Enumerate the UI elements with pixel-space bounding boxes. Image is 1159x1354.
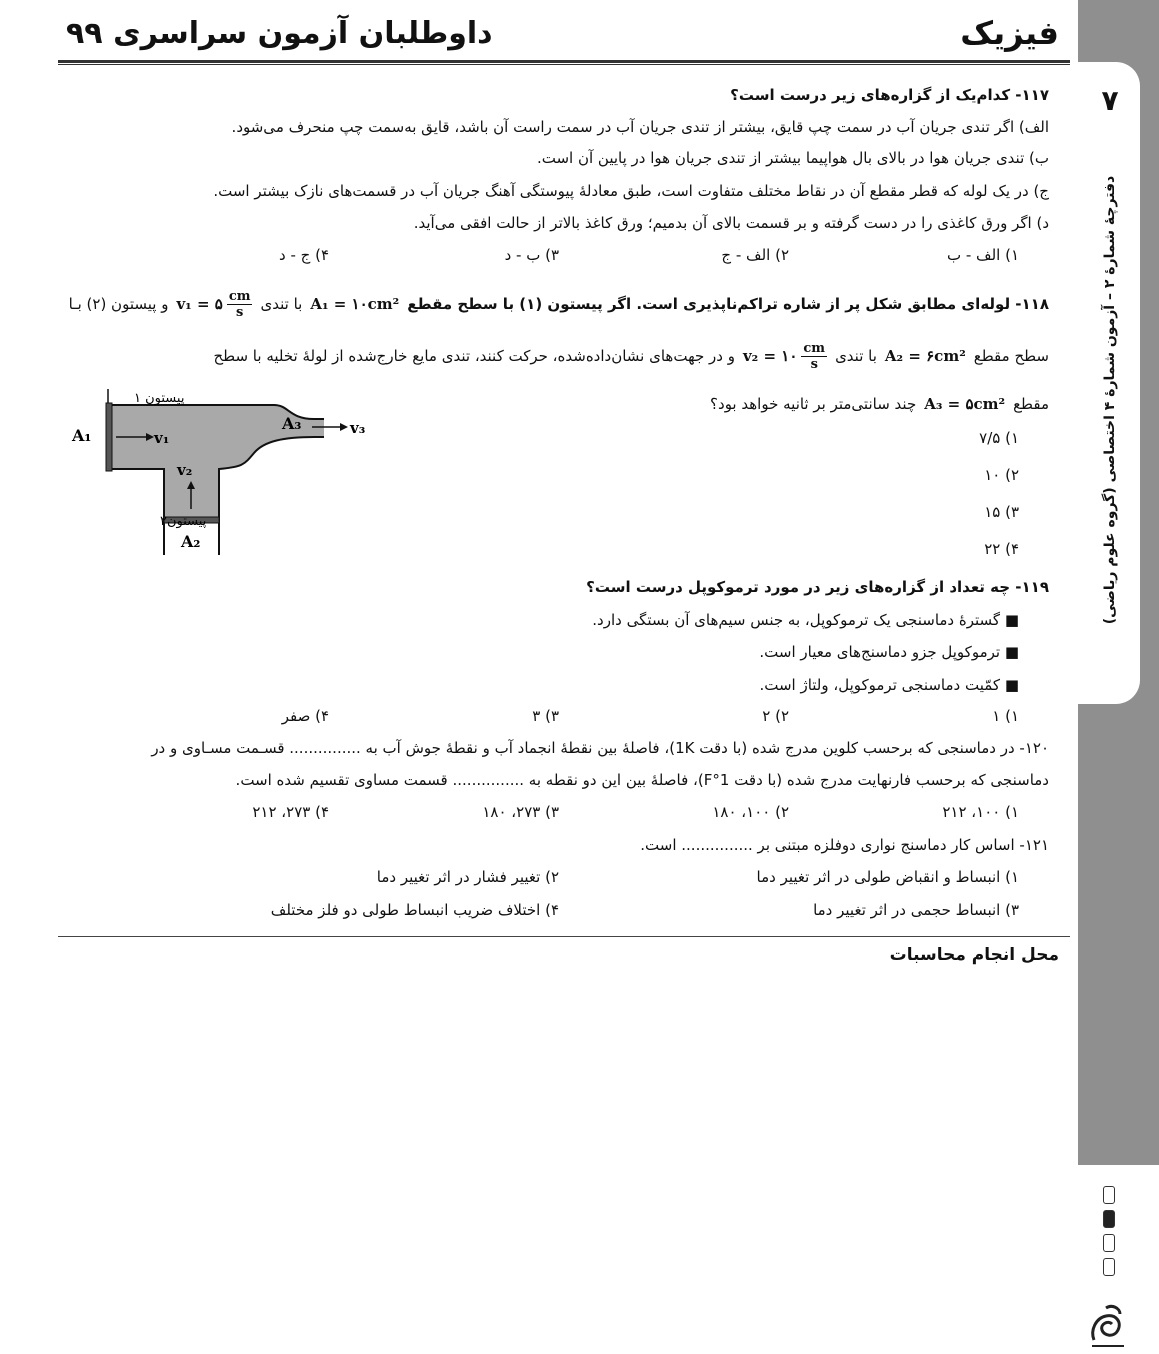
q117-stem: ۱۱۷- کدام‌یک از گزاره‌های زیر درست است؟ [730, 86, 1049, 104]
q118-option-1: ۱) ۷/۵ [979, 429, 1019, 447]
fig-label-A1: A₁ [72, 426, 92, 445]
q118-line-2 [213, 334, 1049, 378]
q118-v1-unit-den: s [235, 304, 244, 320]
fig-label-v2: v₂ [177, 461, 193, 479]
q119-option-1: ۱) ۱ [992, 707, 1019, 725]
q118-formula-A1: A₁ = ۱۰cm² [310, 295, 400, 313]
q118-v2-unit [801, 341, 827, 372]
q118-line-3 [710, 392, 1049, 416]
q118-option-4: ۴) ۲۲ [984, 540, 1019, 558]
q118-option-2: ۲) ۱۰ [984, 466, 1019, 484]
q118-formula-A3: A₃ = ۵cm² [924, 395, 1006, 413]
piston-1-plate [106, 403, 112, 471]
q121-option-3: ۳) انبساط حجمی در اثر تغییر دما [813, 901, 1019, 919]
page-indicator-box [1103, 1234, 1115, 1252]
q120-option-2: ۲) ۱۰۰، ۱۸۰ [712, 803, 789, 821]
fig-label-piston2: پیستون۲ [160, 514, 207, 529]
q119-statement-1: ■ گسترهٔ دماسنجی یک ترموکوپل، به جنس سیم‌های آن بستگی دارد. [592, 611, 1019, 629]
q118-v1-value: v₁ = ۵ [176, 295, 223, 313]
q117-option-3: ۳) ب - د [504, 246, 559, 264]
header-title: داوطلبان آزمون سراسری ۹۹ [66, 16, 493, 51]
q120-option-3: ۳) ۲۷۳، ۱۸۰ [482, 803, 559, 821]
q121-option-1: ۱) انبساط و انقباض طولی در اثر تغییر دما [756, 868, 1019, 886]
q119-statement-2: ■ ترموکوپل جزو دماسنج‌های معیار است. [759, 643, 1019, 661]
q118-line1-text-c: و پیستون (۲) بـا [68, 295, 169, 313]
q118-v2-value: v₂ = ۱۰ [742, 347, 798, 365]
q120-line-1: ۱۲۰- در دماسنجی که برحسب کلوین مدرج شده (با دقت 1K)، فاصلهٔ بین نقطهٔ انجماد آب و نقطهٔ جوش آب به ............... قسـمت مسـاوی و در [151, 739, 1049, 757]
arrow-v3-head [340, 423, 348, 431]
q117-statement-b: ب) تندی جریان هوا در بالای بال هواپیما بیشتر از تندی جریان هوا در پایین آن است. [536, 149, 1049, 167]
q121-stem: ۱۲۱- اساس کار دماسنج نواری دوفلزه مبتنی بر ............... است. [640, 836, 1049, 854]
q121-option-4: ۴) اختلاف ضریب انبساط طولی دو فلز مختلف [270, 901, 559, 919]
fig-label-piston1: پیستون ۱ [134, 391, 185, 406]
calc-area-title: محل انجام محاسبات [889, 945, 1059, 965]
page-indicator-box [1103, 1258, 1115, 1276]
booklet-label [1098, 170, 1122, 630]
q117-statement-d: د) اگر ورق کاغذی را در دست گرفته و بر قسمت بالای آن بدمیم؛ ورق کاغذ بالاتر از حالت افقی می‌آید. [413, 214, 1049, 232]
q118-line3-text-b: چند سانتی‌متر بر ثانیه خواهد بود؟ [710, 395, 917, 413]
q118-line1-text-a: ۱۱۸- لوله‌ای مطابق شکل پر از شاره تراکم‌ناپذیری است. اگر پیستون (۱) با سطح مقطع [407, 295, 1049, 313]
q118-line3-text-a: مقطع [1013, 395, 1049, 413]
q120-option-4: ۴) ۲۷۳، ۲۱۲ [252, 803, 329, 821]
fig-label-A2: A₂ [181, 532, 201, 551]
page-indicator-box [1103, 1186, 1115, 1204]
q118-v2-unit-num: cm [803, 340, 826, 356]
fig-label-v3: v₃ [350, 419, 366, 437]
q120-line-2: دماسنجی که برحسب فارنهایت مدرج شده (با دقت 1°F)، فاصلهٔ بین این دو نقطه به ............... قسمت مساوی تقسیم شده است. [235, 771, 1049, 789]
q117-statement-c: ج) در یک لوله که قطر مقطع آن در نقاط مختلف متفاوت است، طبق معادلهٔ پیوستگی آهنگ جریان آب در قسمت‌های نازک بیشتر است. [213, 182, 1049, 200]
q117-option-1: ۱) الف - ب [946, 246, 1019, 264]
q118-v1-unit [227, 289, 253, 320]
header-rule-thin [58, 64, 1070, 65]
page-number: ۷ [1101, 84, 1119, 117]
q117-statement-a: الف) اگر تندی جریان آب در سمت چپ قایق، بیشتر از تندی جریان آب در سمت راست آن باشد، قایق به‌سمت چپ منحرف می‌شود. [231, 118, 1049, 136]
q118-line2-text-a: سطح مقطع [973, 347, 1049, 365]
q119-statement-3: ■ کمّیت دماسنجی ترموکوپل، ولتاژ است. [759, 676, 1019, 694]
q119-option-2: ۲) ۲ [762, 707, 789, 725]
q118-line-1 [69, 282, 1049, 326]
q118-formula-A2: A₂ = ۶cm² [884, 347, 966, 365]
header-rule [58, 60, 1070, 63]
q118-pipe-figure [64, 385, 384, 560]
q121-option-2: ۲) تغییر فشار در اثر تغییر دما [376, 868, 559, 886]
pipe-wall-left-bottom [108, 469, 164, 555]
q117-option-2: ۲) الف - ج [721, 246, 789, 264]
fig-label-v1: v₁ [154, 429, 170, 447]
q118-line1-text-b: با تندی [260, 295, 303, 313]
q118-v1-unit-num: cm [228, 288, 251, 304]
header-subject: فیزیک [960, 14, 1059, 52]
q117-option-4: ۴) ج - د [279, 246, 329, 264]
q118-v2-unit-den: s [810, 356, 818, 372]
q118-formula-v2 [743, 341, 827, 372]
page-indicator-box-active [1103, 1210, 1115, 1228]
fig-label-A3: A₃ [282, 414, 302, 433]
q119-stem: ۱۱۹- چه تعداد از گزاره‌های زیر در مورد ترموکوپل درست است؟ [586, 578, 1049, 596]
q118-option-3: ۳) ۱۵ [984, 503, 1019, 521]
q120-option-1: ۱) ۱۰۰، ۲۱۲ [942, 803, 1019, 821]
q119-option-3: ۳) ۳ [532, 707, 559, 725]
q118-line2-text-b: با تندی [835, 347, 877, 365]
publisher-logo-icon [1086, 1300, 1130, 1350]
q118-line2-text-c: و در جهت‌های نشان‌داده‌شده، حرکت کنند، تندی مایع خارج‌شده از لولهٔ تخلیه با سطح [213, 347, 735, 365]
q118-formula-v1 [176, 289, 252, 320]
booklet-label-text: دفترچهٔ شمارهٔ ۲ – آزمون شمارهٔ ۴ اختصاصی (گروه علوم ریاضی) [1102, 175, 1118, 625]
section-divider [58, 936, 1070, 937]
q119-option-4: ۴) صفر [281, 707, 329, 725]
